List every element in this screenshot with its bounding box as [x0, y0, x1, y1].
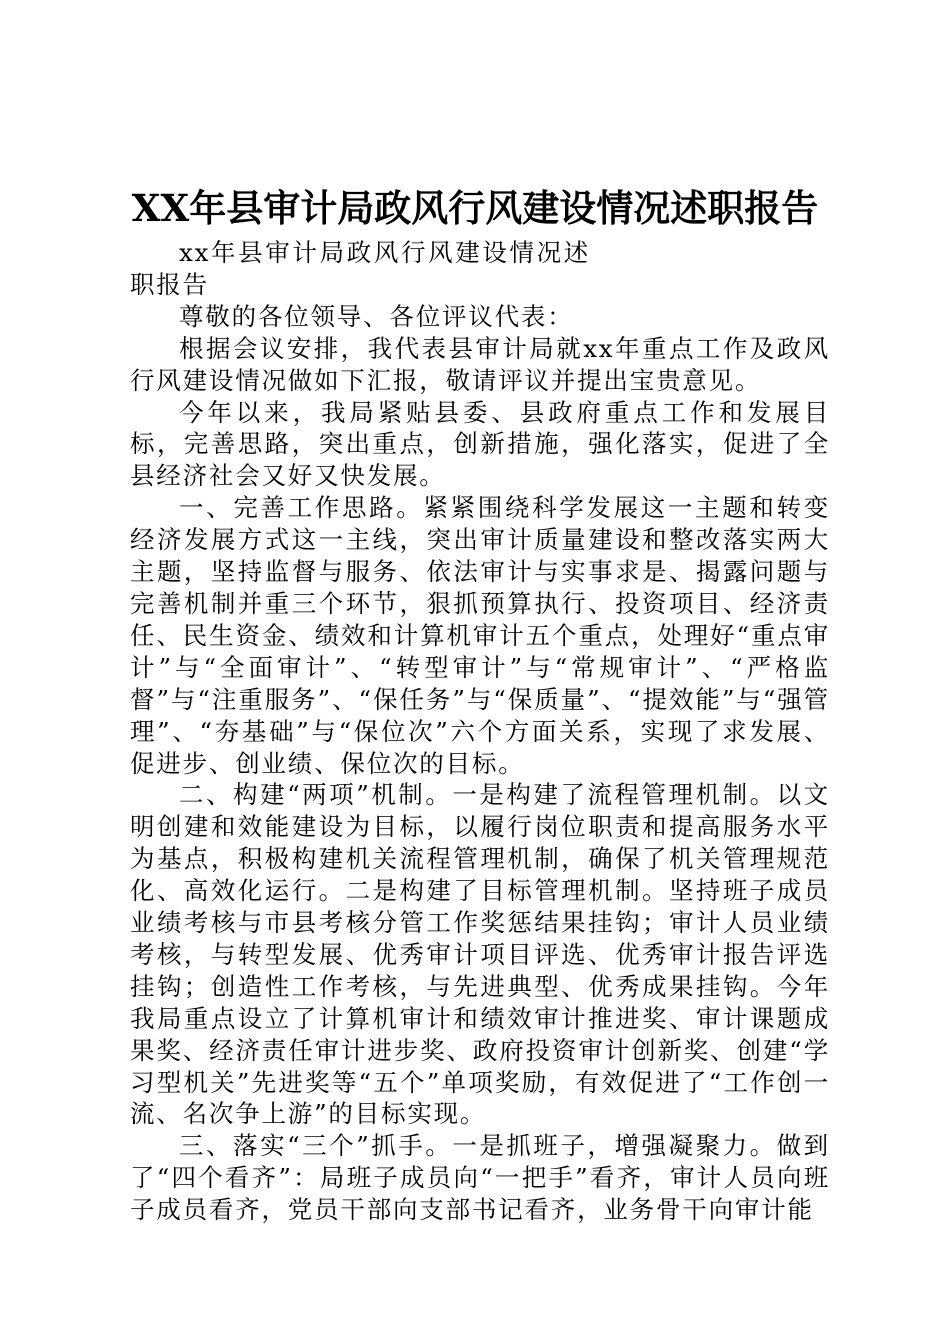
paragraph: 今年以来，我局紧贴县委、县政府重点工作和发展目标，完善思路，突出重点，创新措施，强化落实，促进了全县经济社会又好又快发展。 [130, 397, 830, 491]
document-title: XX年县审计局政风行风建设情况述职报告 [131, 186, 819, 230]
document-subtitle: xx年县审计局政风行风建设情况述职报告 [130, 238, 590, 299]
document-body [130, 237, 830, 1226]
paragraph: 二、构建“两项”机制。一是构建了流程管理机制。以文明创建和效能建设为目标，以履行岗位职责和提高服务水平为基点，积极构建机关流程管理机制，确保了机关管理规范化、高效化运行。二是构建了目标管理机制。坚持班子成员业绩考核与市县考核分管工作奖惩结果挂钩；审计人员业绩考核，与转型发展、优秀审计项目评选、优秀审计报告评选挂钩；创造性工作考核，与先进典型、优秀成果挂钩。今年我局重点设立了计算机审计和绩效审计推进奖、审计课题成果奖、经济责任审计进步奖、政府投资审计创新奖、创建“学习型机关”先进奖等“五个”单项奖励，有效促进了“工作创一流、名次争上游”的目标实现。 [130, 780, 830, 1129]
paragraph: 根据会议安排，我代表县审计局就xx年重点工作及政风行风建设情况做如下汇报，敬请评议并提出宝贵意见。 [130, 333, 830, 395]
paragraph: 一、完善工作思路。紧紧围绕科学发展这一主题和转变经济发展方式这一主线，突出审计质量建设和整改落实两大主题，坚持监督与服务、依法审计与实事求是、揭露问题与完善机制并重三个环节，狠抓预算执行、投资项目、经济责任、民生资金、绩效和计算机审计五个重点，处理好“重点审计”与“全面审计”、“转型审计”与“常规审计”、“严格监督”与“注重服务”、“保任务”与“保质量”、“提效能”与“强管理”、“夯基础”与“保位次”六个方面关系，实现了求发展、促进步、创业绩、保位次的目标。 [130, 493, 830, 778]
salutation: 尊敬的各位领导、各位评议代表： [179, 301, 574, 331]
paragraph: 三、落实“三个”抓手。一是抓班子，增强凝聚力。做到了“四个看齐”：局班子成员向“一把手”看齐，审计人员向班子成员看齐，党员干部向支部书记看齐，业务骨干向审计能 [130, 1131, 830, 1225]
